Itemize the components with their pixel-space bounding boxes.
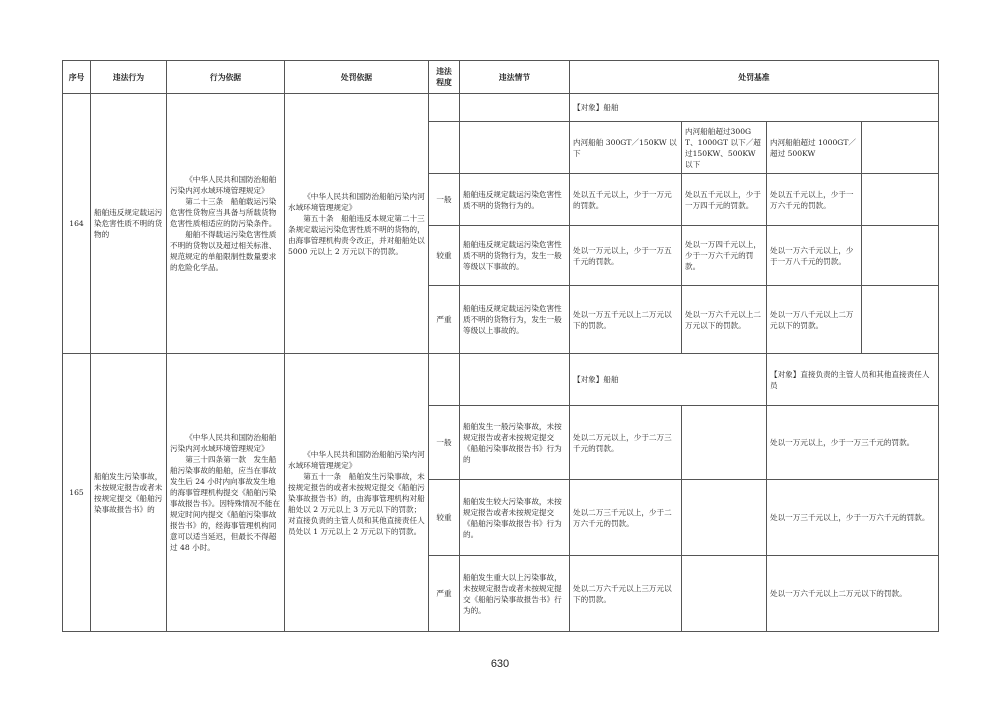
- basis-title: 《中华人民共和国防治船舶污染内河水域环境管理规定》: [170, 175, 277, 195]
- degree-cell: 严重: [429, 556, 460, 632]
- circumstance-cell: 船舶发生重大以上污染事故，未按规定报告或者未按规定提交《船舶污染事故报告书》行为的。: [460, 556, 570, 632]
- empty-cell: [682, 406, 767, 480]
- circumstance-cell: 船舶违反规定载运污染危害性质不明的货物行为，发生一般等级以上事故的。: [460, 286, 570, 354]
- standard-cell: 处以一万元以上，少于一万三千元的罚款。: [767, 406, 939, 480]
- empty-cell: [862, 226, 939, 286]
- empty-cell: [429, 354, 460, 406]
- empty-cell: [682, 480, 767, 556]
- degree-cell: 严重: [429, 286, 460, 354]
- basis-cell: [167, 354, 285, 632]
- circumstance-cell: 船舶违反规定载运污染危害性质不明的货物行为的。: [460, 174, 570, 226]
- seq-cell: 164: [63, 94, 91, 354]
- empty-cell: [862, 286, 939, 354]
- empty-cell: [460, 94, 570, 122]
- circumstance-cell: 船舶违反规定载运污染危害性质不明的货物行为，发生一般等级以下事故的。: [460, 226, 570, 286]
- header-circumstance: 违法情节: [460, 61, 570, 94]
- standard-cell: 处以一万五千元以上二万元以下的罚款。: [570, 286, 682, 354]
- basis-cell: [167, 94, 285, 354]
- header-seq: 序号: [63, 61, 91, 94]
- header-basis: 行为依据: [167, 61, 285, 94]
- standard-cell: 处以一万四千元以上，少于一万六千元的罚款。: [682, 226, 767, 286]
- object-cell: 【对象】直接负责的主管人员和其他直接责任人员: [767, 354, 939, 406]
- tier-cell: 内河船舶超过 1000GT／超过 500KW: [767, 122, 862, 174]
- tier-cell: 内河船舶超过300GT、1000GT 以下／超过150KW、500KW以下: [682, 122, 767, 174]
- circumstance-cell: 船舶发生较大污染事故，未按规定报告或者未按规定提交《船舶污染事故报告书》行为的。: [460, 480, 570, 556]
- table-row: [63, 354, 939, 406]
- degree-cell: 较重: [429, 226, 460, 286]
- standard-cell: 处以二万元以上，少于二万三千元的罚款。: [570, 406, 682, 480]
- object-cell: 【对象】船舶: [570, 354, 767, 406]
- standard-cell: 处以二万三千元以上，少于二万六千元的罚款。: [570, 480, 682, 556]
- basis-title: 《中华人民共和国防治船舶污染内河水域环境管理规定》: [170, 433, 277, 453]
- standard-cell: 处以五千元以上，少于一万六千元的罚款。: [767, 174, 862, 226]
- basis-para: 第二十三条 船舶载运污染危害性货物应当具备与所载货物危害性质相适应的防污染条件。: [170, 197, 277, 228]
- penalty-text: 第五十条 船舶违反本规定第二十三条规定载运污染危害性质不明的货物的，由海事管理机构责令改正，并对船舶处以 5000 元以上 2 万元以下的罚款。: [288, 213, 425, 256]
- standard-cell: 处以五千元以上，少于一万四千元的罚款。: [682, 174, 767, 226]
- penalty-title: 《中华人民共和国防治船舶污染内河水域环境管理规定》: [288, 191, 425, 212]
- header-standard: 处罚基准: [570, 61, 939, 94]
- standard-cell: 处以一万六千元以上，少于一万八千元的罚款。: [767, 226, 862, 286]
- penalty-text: 第五十一条 船舶发生污染事故，未按规定报告的或者未按规定提交《船舶污染事故报告书》的，由海事管理机构对船舶处以 2 万元以上 3 万元以下的罚款；对直接负责的主管人员和其他直接责任人员处以 1 万元以上 2 万元以下的罚款。: [288, 471, 425, 536]
- violation-cell: 船舶发生污染事故，未按规定报告或者未按规定提交《船舶污染事故报告书》的: [91, 354, 167, 632]
- standard-cell: 处以五千元以上，少于一万元的罚款。: [570, 174, 682, 226]
- header-penalty-basis: 处罚依据: [285, 61, 429, 94]
- degree-cell: 一般: [429, 174, 460, 226]
- empty-cell: [862, 174, 939, 226]
- empty-cell: [460, 354, 570, 406]
- circumstance-cell: 船舶发生一般污染事故，未按规定报告或者未按规定提交《船舶污染事故报告书》行为的: [460, 406, 570, 480]
- penalty-basis-cell: [285, 354, 429, 632]
- basis-para: 第三十四条第一款 发生船舶污染事故的船舶，应当在事故发生后 24 小时内向事故发生地的海事管理机构提交《船舶污染事故报告书》。因特殊情况不能在规定时间内提交《船舶污染事故报告书》的，经海事管理机构同意可以适当延迟，但最长不得超过 48 小时。: [170, 455, 281, 552]
- standard-cell: 处以一万三千元以上，少于一万六千元的罚款。: [767, 480, 939, 556]
- empty-cell: [429, 122, 460, 174]
- penalty-table: [62, 60, 939, 632]
- penalty-basis-cell: [285, 94, 429, 354]
- empty-cell: [862, 122, 939, 174]
- table-row: [63, 94, 939, 122]
- standard-cell: 处以一万八千元以上二万元以下的罚款。: [767, 286, 862, 354]
- degree-cell: 一般: [429, 406, 460, 480]
- penalty-title: 《中华人民共和国防治船舶污染内河水域环境管理规定》: [288, 449, 425, 470]
- seq-cell: 165: [63, 354, 91, 632]
- object-cell: 【对象】船舶: [570, 94, 939, 122]
- standard-cell: 处以一万六千元以上二万元以下的罚款。: [682, 286, 767, 354]
- empty-cell: [682, 556, 767, 632]
- standard-cell: 处以二万六千元以上三万元以下的罚款。: [570, 556, 682, 632]
- header-degree: 违法 程度: [429, 61, 460, 94]
- violation-cell: 船舶违反规定载运污染危害性质不明的货物的: [91, 94, 167, 354]
- standard-cell: 处以一万元以上，少于一万五千元的罚款。: [570, 226, 682, 286]
- standard-cell: 处以一万六千元以上二万元以下的罚款。: [767, 556, 939, 632]
- header-row: [63, 61, 939, 94]
- basis-para: 船舶不得载运污染危害性质不明的货物以及超过相关标准、规范规定的单船限制性数量要求的危险化学品。: [170, 230, 277, 272]
- tier-cell: 内河船舶 300GT／150KW 以下: [570, 122, 682, 174]
- empty-cell: [429, 94, 460, 122]
- page-number: 630: [490, 658, 510, 670]
- header-violation: 违法行为: [91, 61, 167, 94]
- degree-cell: 较重: [429, 480, 460, 556]
- empty-cell: [460, 122, 570, 174]
